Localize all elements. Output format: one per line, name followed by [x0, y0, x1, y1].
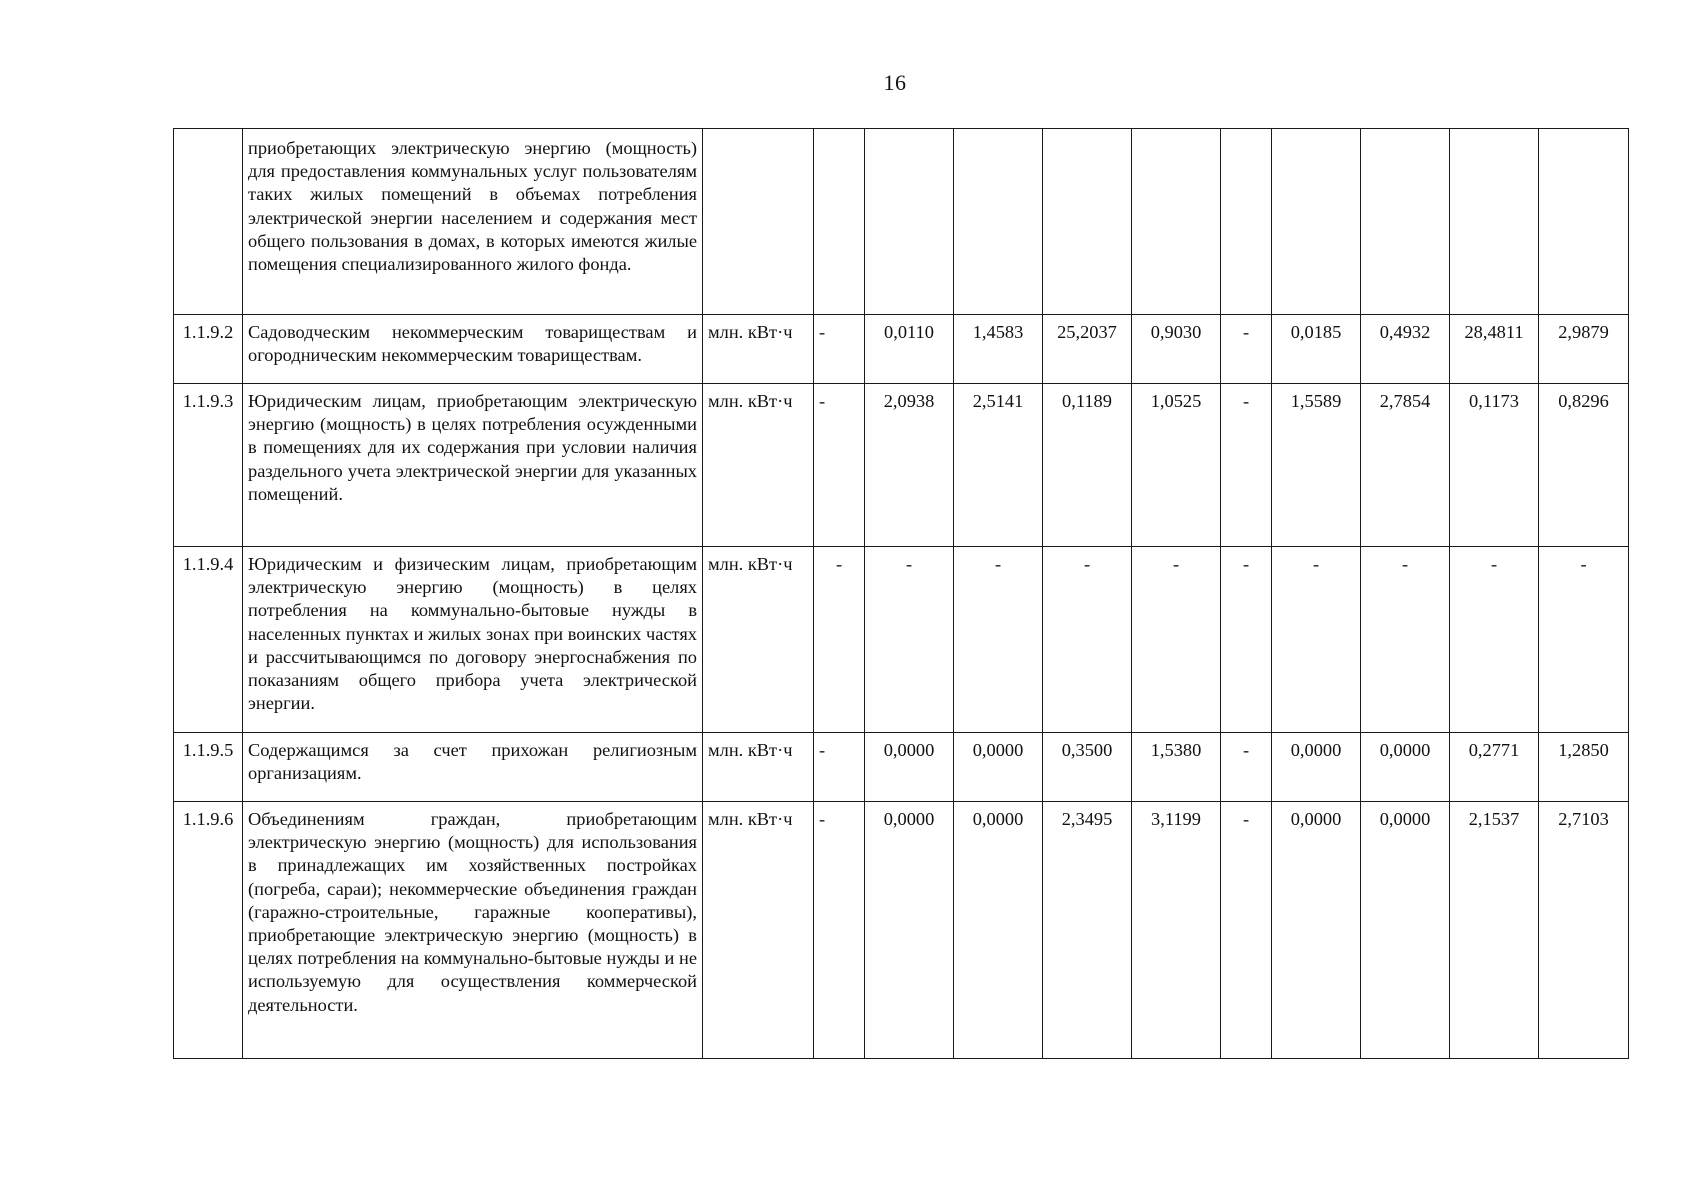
- row-number-cell: 1.1.9.2: [174, 315, 243, 384]
- value-cell: 0,1189: [1043, 384, 1132, 547]
- value-cell: [1361, 129, 1450, 315]
- consumer-category-cell: приобретающих электрическую энергию (мощность) для предоставления коммунальных услуг пользователям таких жилых помещений в объемах потребления электрической энергии населением и содержания мест общего пользования в домах, в которых имеются жилые помещения специализированного жилого фонда.: [243, 129, 703, 315]
- consumer-category-cell: Юридическим и физическим лицам, приобретающим электрическую энергию (мощность) в целях потребления на коммунально-бытовые нужды в населенных пунктах и жилых зонах при воинских частях и рассчитывающимся по договору энергоснабжения по показаниям общего прибора учета электрической энергии.: [243, 547, 703, 733]
- table-row: [174, 802, 1629, 1059]
- value-cell: [865, 129, 954, 315]
- table-row: [174, 547, 1629, 733]
- value-cell: -: [1221, 384, 1272, 547]
- value-cell: 0,1173: [1450, 384, 1539, 547]
- value-cell: 2,7103: [1539, 802, 1629, 1059]
- value-cell: 0,4932: [1361, 315, 1450, 384]
- value-cell: 1,4583: [954, 315, 1043, 384]
- value-cell: -: [814, 384, 865, 547]
- consumer-category-cell: Объединениям граждан, приобретающим электрическую энергию (мощность) для использования в принадлежащих им хозяйственных постройках (погреба, сараи); некоммерческие объединения граждан (гаражно-строительные, гаражные кооперативы), приобретающие электрическую энергию (мощность) в целях потребления на коммунально-бытовые нужды и не используемую для осуществления коммерческой деятельности.: [243, 802, 703, 1059]
- value-cell: 2,7854: [1361, 384, 1450, 547]
- value-cell: [1539, 129, 1629, 315]
- value-cell: 0,8296: [1539, 384, 1629, 547]
- value-cell: [1450, 129, 1539, 315]
- value-cell: 25,2037: [1043, 315, 1132, 384]
- table-row: [174, 315, 1629, 384]
- value-cell: -: [1221, 802, 1272, 1059]
- value-cell: 0,0000: [865, 802, 954, 1059]
- value-cell: -: [814, 802, 865, 1059]
- value-cell: 1,0525: [1132, 384, 1221, 547]
- consumer-category-cell: Юридическим лицам, приобретающим электрическую энергию (мощность) в целях потребления осужденными в помещениях для их содержания при условии наличия раздельного учета электрической энергии для указанных помещений.: [243, 384, 703, 547]
- value-cell: 2,9879: [1539, 315, 1629, 384]
- value-cell: 0,0110: [865, 315, 954, 384]
- unit-cell: млн. кВт·ч: [703, 547, 814, 733]
- value-cell: 0,0000: [1361, 802, 1450, 1059]
- value-cell: 1,5380: [1132, 733, 1221, 802]
- value-cell: 1,2850: [1539, 733, 1629, 802]
- value-cell: 0,0185: [1272, 315, 1361, 384]
- unit-cell: млн. кВт·ч: [703, 733, 814, 802]
- value-cell: 2,3495: [1043, 802, 1132, 1059]
- value-cell: 0,0000: [954, 733, 1043, 802]
- value-cell: 1,5589: [1272, 384, 1361, 547]
- value-cell: -: [814, 547, 865, 733]
- value-cell: -: [1272, 547, 1361, 733]
- value-cell: [1221, 129, 1272, 315]
- value-cell: -: [1539, 547, 1629, 733]
- value-cell: -: [1450, 547, 1539, 733]
- value-cell: 2,1537: [1450, 802, 1539, 1059]
- value-cell: -: [1221, 315, 1272, 384]
- value-cell: 0,0000: [1272, 733, 1361, 802]
- unit-cell: млн. кВт·ч: [703, 384, 814, 547]
- unit-cell: млн. кВт·ч: [703, 315, 814, 384]
- value-cell: [1272, 129, 1361, 315]
- value-cell: [1132, 129, 1221, 315]
- value-cell: [954, 129, 1043, 315]
- value-cell: 0,3500: [1043, 733, 1132, 802]
- table-body: [174, 129, 1629, 1059]
- row-number-cell: 1.1.9.4: [174, 547, 243, 733]
- row-number-cell: [174, 129, 243, 315]
- consumer-category-cell: Содержащимся за счет прихожан религиозным организациям.: [243, 733, 703, 802]
- row-number-cell: 1.1.9.6: [174, 802, 243, 1059]
- value-cell: -: [954, 547, 1043, 733]
- unit-cell: [703, 129, 814, 315]
- value-cell: -: [814, 733, 865, 802]
- value-cell: -: [1221, 547, 1272, 733]
- value-cell: -: [1361, 547, 1450, 733]
- consumer-category-cell: Садоводческим некоммерческим товариществам и огородническим некоммерческим товариществам.: [243, 315, 703, 384]
- table-row: [174, 129, 1629, 315]
- row-number-cell: 1.1.9.3: [174, 384, 243, 547]
- value-cell: 0,0000: [1361, 733, 1450, 802]
- value-cell: 2,0938: [865, 384, 954, 547]
- value-cell: 3,1199: [1132, 802, 1221, 1059]
- consumption-table: [173, 128, 1629, 1059]
- table-row: [174, 384, 1629, 547]
- value-cell: 28,4811: [1450, 315, 1539, 384]
- value-cell: 0,0000: [954, 802, 1043, 1059]
- value-cell: 0,9030: [1132, 315, 1221, 384]
- row-number-cell: 1.1.9.5: [174, 733, 243, 802]
- value-cell: [1043, 129, 1132, 315]
- value-cell: 0,0000: [865, 733, 954, 802]
- unit-cell: млн. кВт·ч: [703, 802, 814, 1059]
- value-cell: -: [1132, 547, 1221, 733]
- value-cell: 2,5141: [954, 384, 1043, 547]
- page-number: 16: [883, 70, 907, 95]
- value-cell: 0,0000: [1272, 802, 1361, 1059]
- value-cell: -: [814, 315, 865, 384]
- value-cell: -: [1043, 547, 1132, 733]
- value-cell: -: [865, 547, 954, 733]
- value-cell: [814, 129, 865, 315]
- table-row: [174, 733, 1629, 802]
- value-cell: 0,2771: [1450, 733, 1539, 802]
- value-cell: -: [1221, 733, 1272, 802]
